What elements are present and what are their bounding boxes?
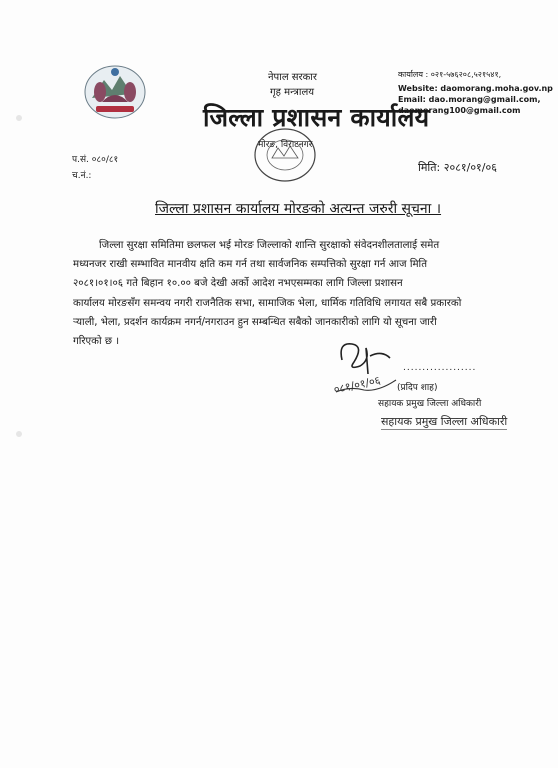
contact-email: Email: dao.morang@gmail.com, (398, 95, 541, 104)
office-title: जिल्ला प्रशासन कार्यालय (203, 103, 430, 132)
body-line: २०८१।०१।०६ गते बिहान १०.०० बजे देखी अर्को आदेश नभएसम्मका लागि जिल्ला प्रशासन (73, 278, 403, 290)
ministry-line: गृह मन्त्रालय (270, 87, 315, 98)
notice-body (73, 236, 507, 351)
office-location: मोरङ, विराटनगर (258, 140, 313, 150)
nepal-emblem-icon (82, 62, 148, 122)
body-line: कार्यालय मोरङसँग समन्वय नगरी राजनैतिक सभा, सामाजिक भेला, धार्मिक गतिविधि लगायत सबै प्रकारको (73, 297, 462, 309)
government-line: नेपाल सरकार (268, 72, 317, 83)
contact-phone: कार्यालय : ०२१-५७६२०८,५२१५४१, (398, 70, 502, 79)
letter-date: मिति: २०८१/०१/०६ (418, 161, 497, 174)
signer-name: (प्रदिप शाह) (397, 383, 438, 393)
handwritten-date: ०८१/०१/०६ (332, 373, 382, 397)
signature-line: ................... (403, 363, 477, 373)
body-line: जिल्ला सुरक्षा समितिमा छलफल भई मोरङ जिल्लाको शान्ति सुरक्षाको संवेदनशीलतालाई समेत (99, 240, 440, 251)
body-line: र्‍याली, भेला, प्रदर्शन कार्यक्रम नगर्न/नगराउन हुन सम्बन्धित सबैको जानकारीको लागि यो सूचना जारी (73, 316, 437, 328)
designation-stamp: सहायक प्रमुख जिल्ला अधिकारी (381, 415, 508, 428)
body-line: गरिएको छ । (73, 336, 120, 348)
notice-title: जिल्ला प्रशासन कार्यालय मोरङको अत्यन्त जरुरी सूचना । (155, 201, 442, 217)
reference-number: प.सं. ०८०/८१ (72, 155, 119, 165)
punch-holes (14, 0, 24, 768)
body-line: मध्यनजर राखी सम्भावित मानवीय क्षति कम गर्न तथा सार्वजनिक सम्पत्तिको सुरक्षा गर्न आज मिति (73, 259, 428, 271)
signer-title: सहायक प्रमुख जिल्ला अधिकारी (378, 399, 482, 409)
dispatch-number: च.नं.: (72, 171, 92, 181)
contact-website: Website: daomorang.moha.gov.np (398, 84, 553, 93)
office-seal-icon (238, 126, 332, 184)
contact-email-alt: daomorang100@gmail.com (398, 106, 521, 115)
